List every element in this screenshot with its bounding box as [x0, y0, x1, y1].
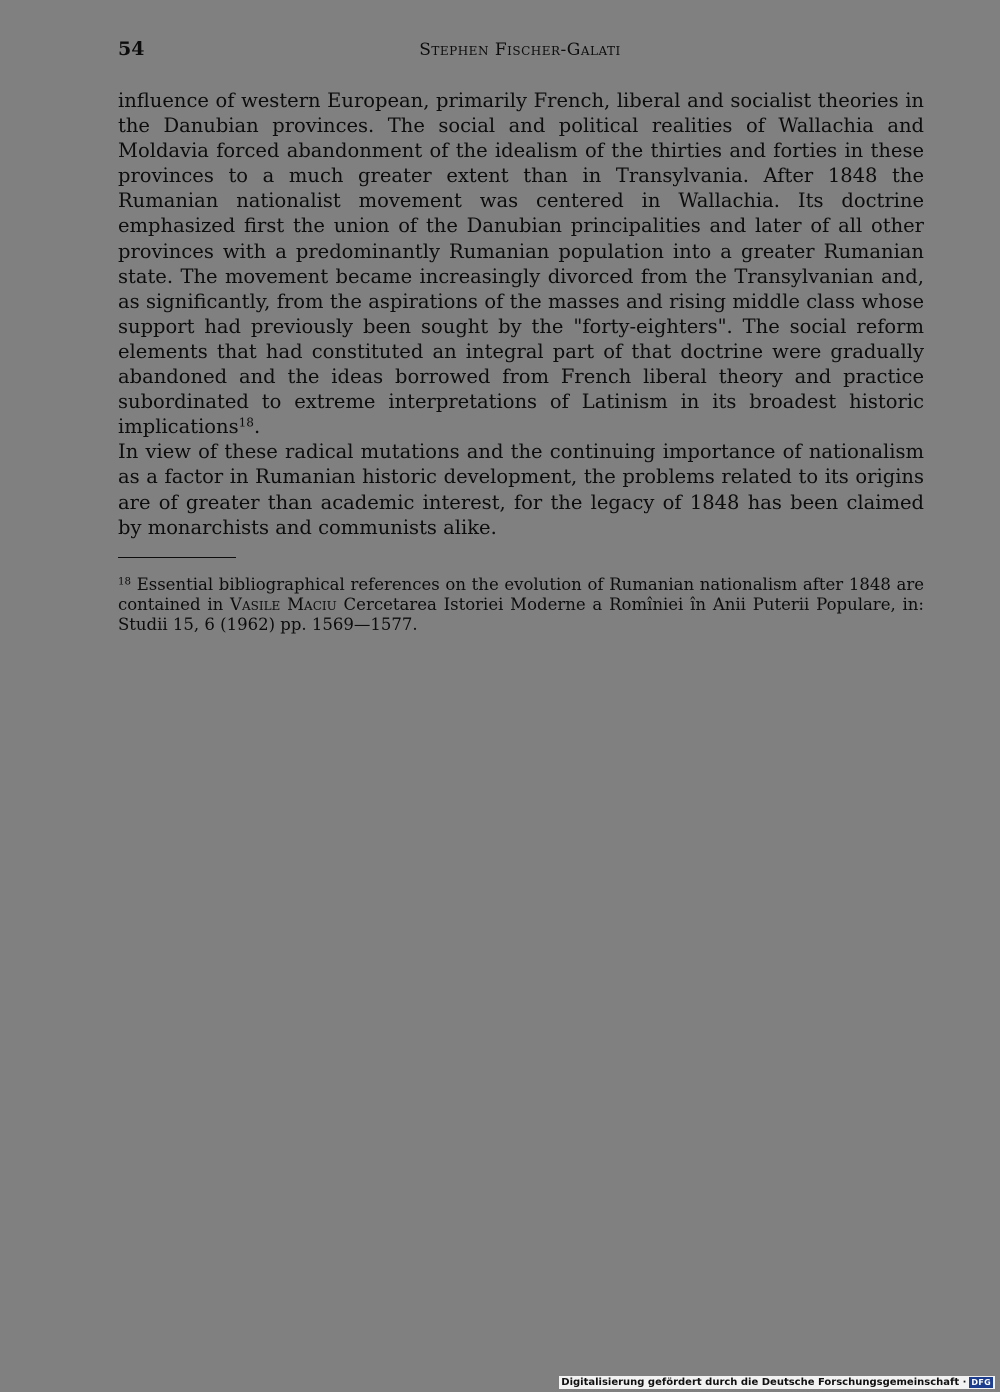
- footnote-18: [118, 575, 924, 635]
- footnote-author: Vasile Maciu: [230, 595, 337, 614]
- running-head: Stephen Fischer-Galati: [419, 40, 621, 60]
- page-number: 54: [118, 38, 145, 60]
- paragraph-2: In view of these radical mutations and the continuing importance of nationalism as a factor in Rumanian historic development, the problems related to its origins are of greater than academic interest, for the legacy of 1848 has been claimed by monarchists and communists alike.: [118, 440, 924, 539]
- paragraph-1-end: .: [253, 415, 261, 439]
- footnote-text-after: Cercetarea Istoriei Moderne a Romîniei în Anii Puterii Populare, in: Studii 15, 6 (1962) pp. 1569—1577.: [118, 595, 924, 634]
- dfg-logo: DFG: [971, 1378, 991, 1387]
- digitization-credit: [559, 1376, 995, 1389]
- paragraph-1: [118, 88, 924, 439]
- footnote-reference-18: 18: [238, 415, 254, 430]
- footnote-marker: 18: [118, 576, 132, 588]
- paragraph-1-text: influence of western European, primarily French, liberal and socialist theories in the Danubian provinces. The social and political realities of Wallachia and Moldavia forced abandonment of the idealism of the thirties and forties in these provinces to a much greater extent than in Transylvania. After 1848 the Rumanian nationalist movement was centered in Wallachia. Its doctrine emphasized first the union of the Danubian principalities and later of all other provinces with a predominantly Rumanian population into a greater Rumanian state. The movement became increasingly divorced from the Transylvanian and, as significantly, from the aspirations of the masses and rising middle class whose support had previously been sought by the "forty-eighters". The social reform elements that had constituted an integral part of that doctrine were gradually abandoned and the ideas borrowed from French liberal theory and practice subordinated to extreme interpretations of Latinism in its broadest historic implications: [118, 89, 924, 439]
- footnote-text-before: Essential bibliographical references on the evolution of Rumanian nationalism after 1848 are contained in: [118, 575, 924, 614]
- footnote-rule: [118, 557, 236, 558]
- credit-text: Digitalisierung gefördert durch die Deutsche Forschungsgemeinschaft ·: [561, 1377, 967, 1388]
- body-text: [118, 88, 924, 540]
